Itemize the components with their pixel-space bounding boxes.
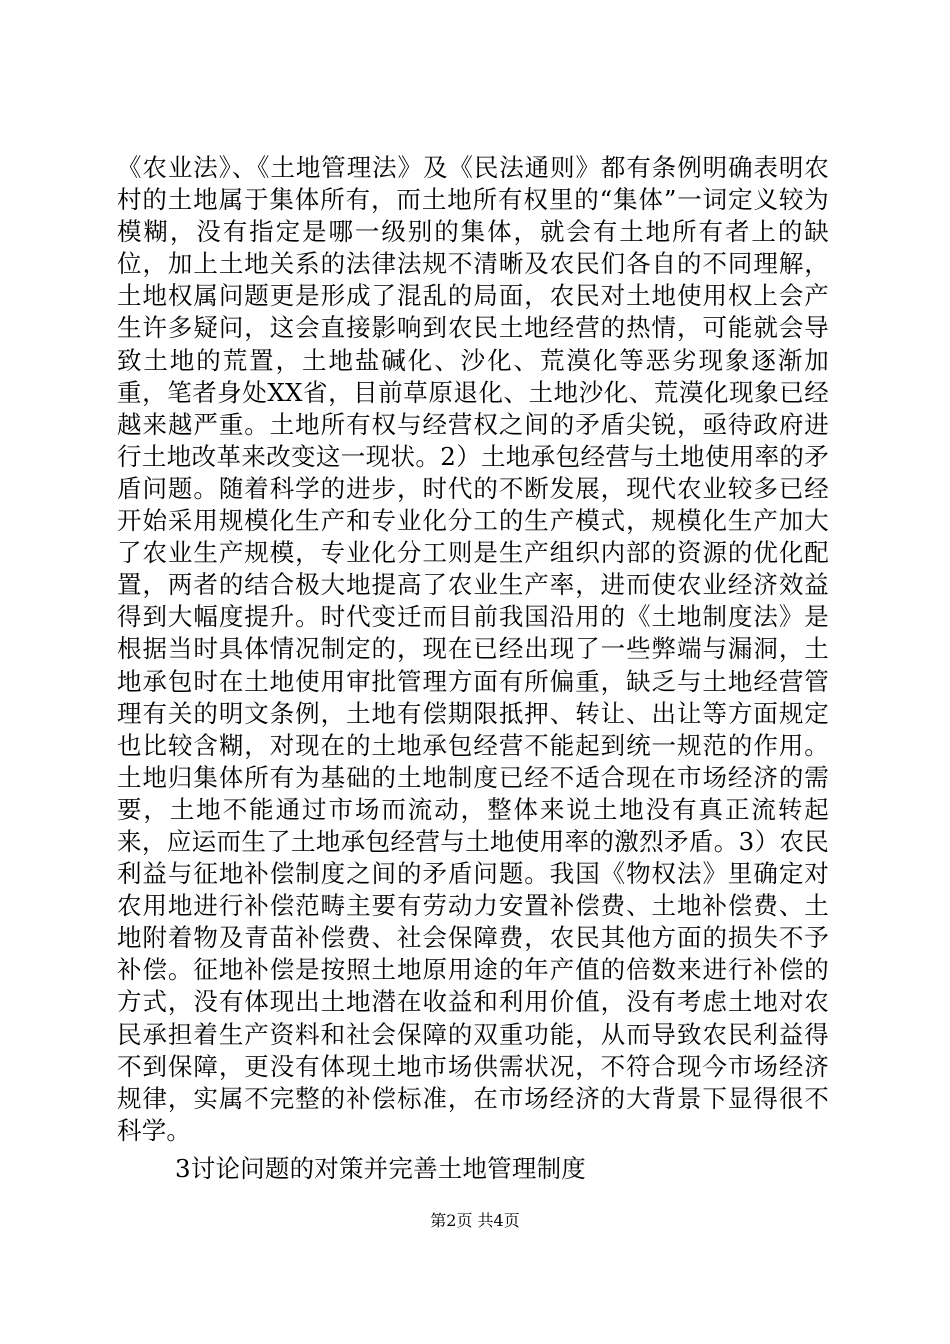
body-paragraph: 《农业法》、《土地管理法》及《民法通则》都有条例明确表明农村的土地属于集体所有，而土地所有权里的“集体”一词定义较为模糊，没有指定是哪一级别的集体，就会有土地所有者上的缺位，加上土地关系的法律法规不清晰及农民们各自的不同理解，土地权属问题更是形成了混乱的局面，农民对土地使用权上会产生许多疑问，这会直接影响到农民土地经营的热情，可能就会导致土地的荒置，土地盐碱化、沙化、荒漠化等恶劣现象逐渐加重，笔者身处XX省，目前草原退化、土地沙化、荒漠化现象已经越来越严重。土地所有权与经营权之间的矛盾尖锐，亟待政府进行土地改革来改变这一现状。2）土地承包经营与土地使用率的矛盾问题。随着科学的进步，时代的不断发展，现代农业较多已经开始采用规模化生产和专业化分工的生产模式，规模化生产加大了农业生产规模，专业化分工则是生产组织内部的资源的优化配置，两者的结合极大地提高了农业生产率，进而使农业经济效益得到大幅度提升。时代变迁而目前我国沿用的《土地制度法》是根据当时具体情况制定的，现在已经出现了一些弊端与漏洞，土地承包时在土地使用审批管理方面有所偏重，缺乏与土地经营管理有关的明文条例，土地有偿期限抵押、转让、出让等方面规定也比较含糊，对现在的土地承包经营不能起到统一规范的作用。土地归集体所有为基础的土地制度已经不适合现在市场经济的需要，土地不能通过市场而流动，整体来说土地没有真正流转起来，应运而生了土地承包经营与土地使用率的激烈矛盾。3）农民利益与征地补偿制度之间的矛盾问题。我国《物权法》里确定对农用地进行补偿范畴主要有劳动力安置补偿费、土地补偿费、土地附着物及青苗补偿费、社会保障费，农民其他方面的损失不予补偿。征地补偿是按照土地原用途的年产值的倍数来进行补偿的方式，没有体现出土地潜在收益和利用价值，没有考虑土地对农民承担着生产资料和社会保障的双重功能，从而导致农民利益得不到保障，更没有体现土地市场供需状况，不符合现今市场经济规律，实属不完整的补偿标准，在市场经济的大背景下显得很不科学。: [117, 153, 829, 1145]
page-number-footer: 第2页 共4页: [430, 1211, 520, 1230]
section-heading: 3讨论问题的对策并完善土地管理制度: [175, 1154, 586, 1183]
